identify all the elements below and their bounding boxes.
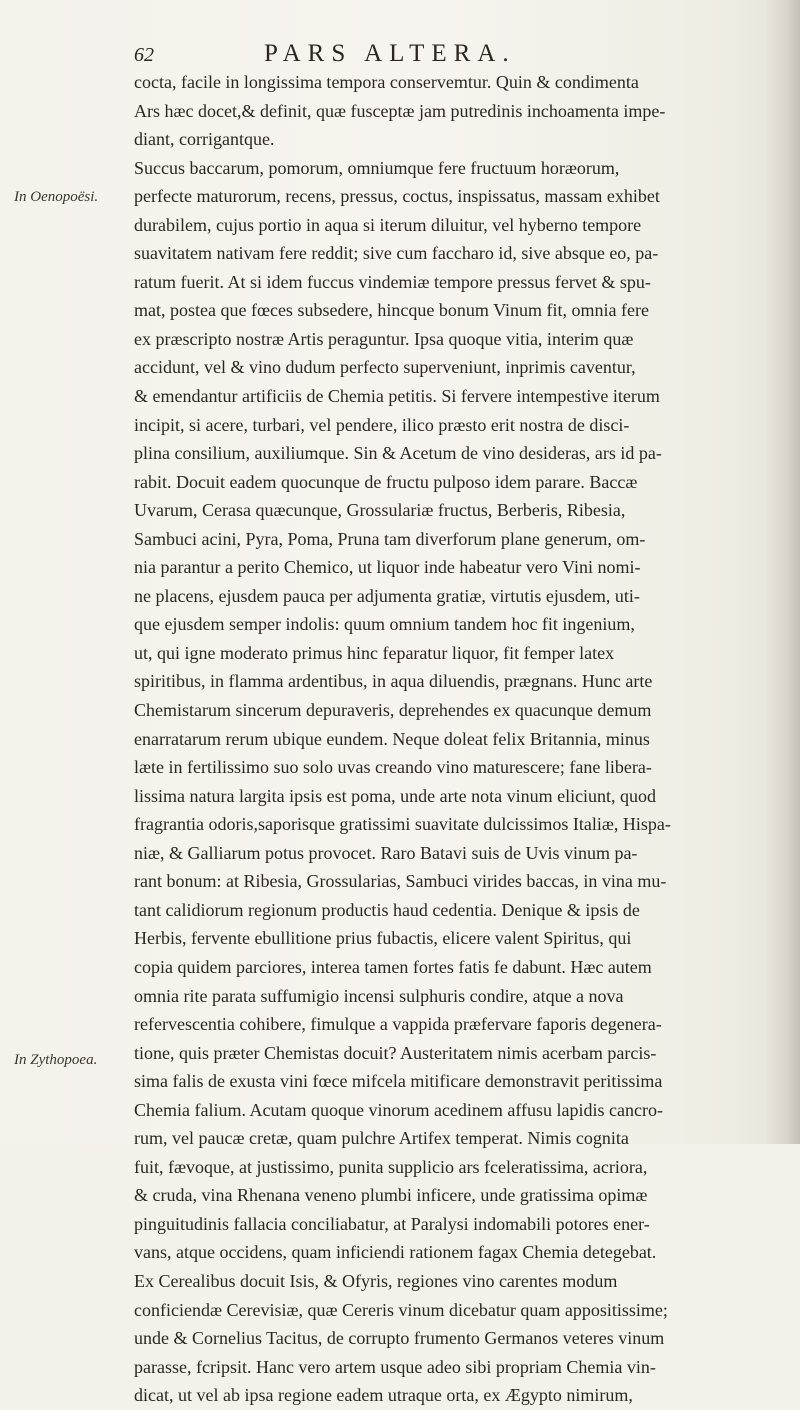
text-line: plina consilium, auxiliumque. Sin & Acetum de vino desideras, ars id pa- [134,443,662,464]
text-line: læte in fertilissimo suo solo uvas creando vino maturescere; fane libera- [134,757,652,778]
text-line: accidunt, vel & vino dudum perfecto superveniunt, inprimis caventur, [134,357,636,378]
text-line: Sambuci acini, Pyra, Poma, Pruna tam diverforum plane generum, om- [134,528,646,549]
page-header [134,40,694,70]
text-line: que ejusdem semper indolis: quum omnium tandem hoc fit ingenium, [134,614,635,635]
text-line: spiritibus, in flamma ardentibus, in aqua diluendis, prægnans. Hunc arte [134,671,653,692]
text-line: Succus baccarum, pomorum, omniumque fere fructuum horæorum, [134,157,620,178]
page-number: 62 [134,44,154,66]
text-line: omnia rite parata suffumigio incensi sulphuris condire, atque a nova [134,985,624,1006]
text-line: unde & Cornelius Tacitus, de corrupto frumento Germanos veteres vinum [134,1328,665,1349]
text-line: mat, postea que fœces subsedere, hincque bonum Vinum fit, omnia fere [134,300,649,321]
text-line: ut, qui igne moderato primus hinc feparatur liquor, fit femper latex [134,642,615,663]
text-line: enarratarum rerum ubique eundem. Neque doleat felix Britannia, minus [134,728,650,749]
text-line: durabilem, cujus portio in aqua si iterum diluitur, vel hyberno tempore [134,214,642,235]
text-line: fuit, fævoque, at justissimo, punita supplicio ars fceleratissima, acriora, [134,1156,648,1177]
text-line: diant, corrigantque. [134,129,275,150]
text-line: ex præscripto nostræ Artis peraguntur. Ipsa quoque vitia, interim quæ [134,328,634,349]
text-line: Uvarum, Cerasa quæcunque, Grossulariæ fructus, Berberis, Ribesia, [134,500,626,521]
text-line: conficiendæ Cerevisiæ, quæ Cereris vinum dicebatur quam appositissime; [134,1299,668,1320]
text-line: Ars hæc docet,& definit, quæ fusceptæ jam putredinis inchoamenta impe- [134,100,666,121]
text-line: rant bonum: at Ribesia, Grossularias, Sambuci virides baccas, in vina mu- [134,871,667,892]
text-line: dicat, ut vel ab ipsa regione eadem utraque orta, ex Ægypto nimirum, [134,1385,633,1406]
text-line: Chemia falium. Acutam quoque vinorum acedinem affusu lapidis cancro- [134,1099,664,1120]
text-line: cocta, facile in longissima tempora conservemtur. Quin & condimenta [134,72,639,92]
text-line: rabit. Docuit eadem quocunque de fructu pulposo idem parare. Baccæ [134,471,638,492]
text-line: tant calidiorum regionum productis haud cedentia. Denique & ipsis de [134,899,640,920]
text-line: sima falis de exusta vini fœce mifcela mitificare demonstravit peritissima [134,1071,663,1092]
body-text [134,68,794,1410]
marginal-note-zythopoea: In Zythopoea. [14,1052,98,1068]
text-line: ratum fuerit. At si idem fuccus vindemiæ tempore pressus fervet & spu- [134,271,651,292]
marginal-note-oenopoesis: In Oenopoësi. [14,189,99,205]
text-line: vans, atque occidens, quam inficiendi rationem fagax Chemia detegebat. [134,1242,657,1263]
text-line: pinguitudinis fallacia conciliabatur, at Paralysi indomabili potores ener- [134,1213,650,1234]
running-head: PARS ALTERA. [264,40,516,67]
text-line: incipit, si acere, turbari, vel pendere, ilico præsto erit nostra de disci- [134,414,630,435]
text-line: & cruda, vina Rhenana veneno plumbi inficere, unde gratissima opimæ [134,1185,648,1206]
text-line: suavitatem nativam fere reddit; sive cum faccharo id, sive absque eo, pa- [134,243,659,264]
text-line: ne placens, ejusdem pauca per adjumenta gratiæ, virtutis ejusdem, uti- [134,585,640,606]
text-line: refervescentia cohibere, fimulque a vappida præfervare faporis degenera- [134,1014,662,1035]
text-line: tione, quis præter Chemistas docuit? Austeritatem nimis acerbam parcis- [134,1042,657,1063]
text-line: niæ, & Galliarum potus provocet. Raro Batavi suis de Uvis vinum pa- [134,842,638,863]
text-line: Herbis, fervente ebullitione prius fubactis, elicere valent Spiritus, qui [134,928,632,949]
text-line: Ex Cerealibus docuit Isis, & Ofyris, regiones vino carentes modum [134,1270,618,1291]
text-line: lissima natura largita ipsis est poma, unde arte nota vinum eliciunt, quod [134,785,657,806]
text-line: copia quidem parciores, interea tamen fortes fatis fe dabunt. Hæc autem [134,956,652,977]
text-line: nia parantur a perito Chemico, ut liquor inde habeatur vero Vini nomi- [134,557,641,578]
text-line: parasse, fcripsit. Hanc vero artem usque adeo sibi propriam Chemia vin- [134,1356,656,1377]
text-line: & emendantur artificiis de Chemia petitis. Si fervere intempestive iterum [134,386,660,407]
text-line: perfecte maturorum, recens, pressus, coctus, inspissatus, massam exhibet [134,186,660,207]
text-line: Chemistarum sincerum depuraveris, deprehendes ex quacunque demum [134,700,652,721]
text-line: fragrantia odoris,saporisque gratissimi suavitate dulcissimos Italiæ, Hispa- [134,814,671,835]
text-line: rum, vel paucæ cretæ, quam pulchre Artifex temperat. Nimis cognita [134,1128,629,1149]
